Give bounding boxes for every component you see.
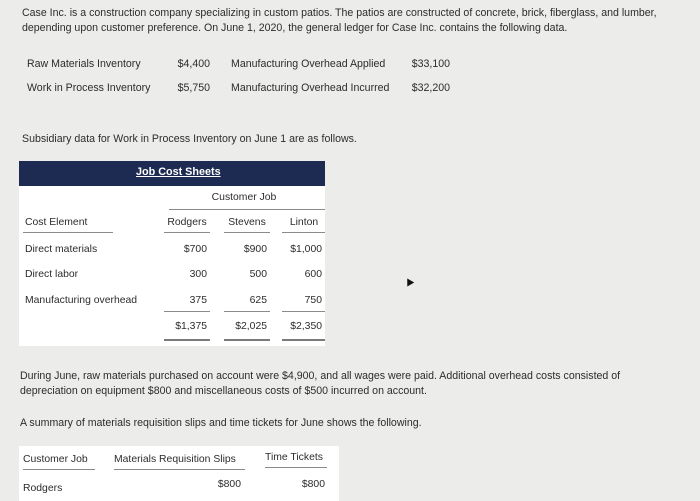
- cell-overhead-linton: 750: [304, 295, 322, 306]
- cell-labor-linton: 600: [304, 269, 322, 280]
- linton-total-rule: [282, 339, 325, 341]
- req-row-time: $800: [301, 479, 325, 490]
- customer-job-rule: [169, 209, 325, 210]
- job-cost-table: [19, 186, 325, 346]
- req-row-materials: $800: [217, 479, 241, 490]
- june-paragraph: During June, raw materials purchased on account were $4,900, and all wages were paid. Additional overhead costs consisted of depreciation on equipment $800 and miscellaneous costs of $500 incurred on account.: [20, 370, 621, 397]
- job-header-stevens: Stevens: [228, 217, 266, 228]
- total-stevens: $2,025: [235, 321, 267, 332]
- total-linton: $2,350: [290, 321, 322, 332]
- stevens-header-rule: [224, 232, 270, 233]
- row-label-direct-labor: Direct labor: [25, 269, 79, 280]
- linton-subtotal-rule: [282, 311, 325, 312]
- job-header-linton: Linton: [289, 217, 319, 228]
- header-customer-job-rule: [23, 469, 95, 470]
- header-time-tickets-rule: [265, 467, 327, 468]
- header-customer-job: Customer Job: [23, 454, 88, 465]
- cost-element-rule: [23, 232, 113, 233]
- cell-labor-stevens: 500: [249, 269, 267, 280]
- header-materials-slips-rule: [114, 469, 245, 470]
- ledger-value-overhead-incurred: $32,200: [411, 82, 450, 94]
- ledger-value-overhead-applied: $33,100: [411, 58, 450, 70]
- ledger-value-raw-materials: $4,400: [177, 58, 210, 70]
- linton-header-rule: [282, 232, 325, 233]
- row-label-manufacturing-overhead: Manufacturing overhead: [25, 295, 138, 306]
- total-rodgers: $1,375: [175, 321, 207, 332]
- rodgers-subtotal-rule: [164, 311, 210, 312]
- intro-paragraph: Case Inc. is a construction company specializing in custom patios. The patios are constructed of concrete, brick, fiberglass, and lumber, depending upon customer preference. On June 1, 2020, the general ledger for Case Inc. contains the following data.: [22, 7, 657, 34]
- subsidiary-text: Subsidiary data for Work in Process Inventory on June 1 are as follows.: [22, 133, 357, 145]
- cell-materials-linton: $1,000: [290, 244, 322, 255]
- ledger-label-raw-materials: Raw Materials Inventory: [27, 58, 141, 70]
- cell-overhead-rodgers: 375: [189, 295, 207, 306]
- ledger-value-wip: $5,750: [177, 82, 210, 94]
- customer-job-header: Customer Job: [211, 192, 277, 203]
- cost-element-header: Cost Element: [25, 217, 88, 228]
- job-cost-header: [19, 161, 325, 186]
- summary-text: A summary of materials requisition slips and time tickets for June shows the following.: [20, 417, 422, 429]
- req-row-job: Rodgers: [23, 483, 63, 494]
- rodgers-header-rule: [164, 232, 210, 233]
- stevens-total-rule: [224, 339, 270, 341]
- cell-overhead-stevens: 625: [249, 295, 267, 306]
- header-materials-slips: Materials Requisition Slips: [114, 454, 236, 465]
- row-label-direct-materials: Direct materials: [25, 244, 98, 255]
- header-time-tickets: Time Tickets: [265, 452, 323, 463]
- job-cost-title: Job Cost Sheets: [136, 166, 221, 178]
- cell-labor-rodgers: 300: [189, 269, 207, 280]
- mouse-cursor-icon: [404, 276, 414, 286]
- job-header-rodgers: Rodgers: [167, 217, 207, 228]
- cell-materials-rodgers: $700: [183, 244, 207, 255]
- ledger-label-overhead-applied: Manufacturing Overhead Applied: [231, 58, 386, 70]
- ledger-label-wip: Work in Process Inventory: [27, 82, 151, 94]
- stevens-subtotal-rule: [224, 311, 270, 312]
- ledger-label-overhead-incurred: Manufacturing Overhead Incurred: [231, 82, 390, 94]
- requisition-table: [19, 446, 339, 501]
- cell-materials-stevens: $900: [243, 244, 267, 255]
- rodgers-total-rule: [164, 339, 210, 341]
